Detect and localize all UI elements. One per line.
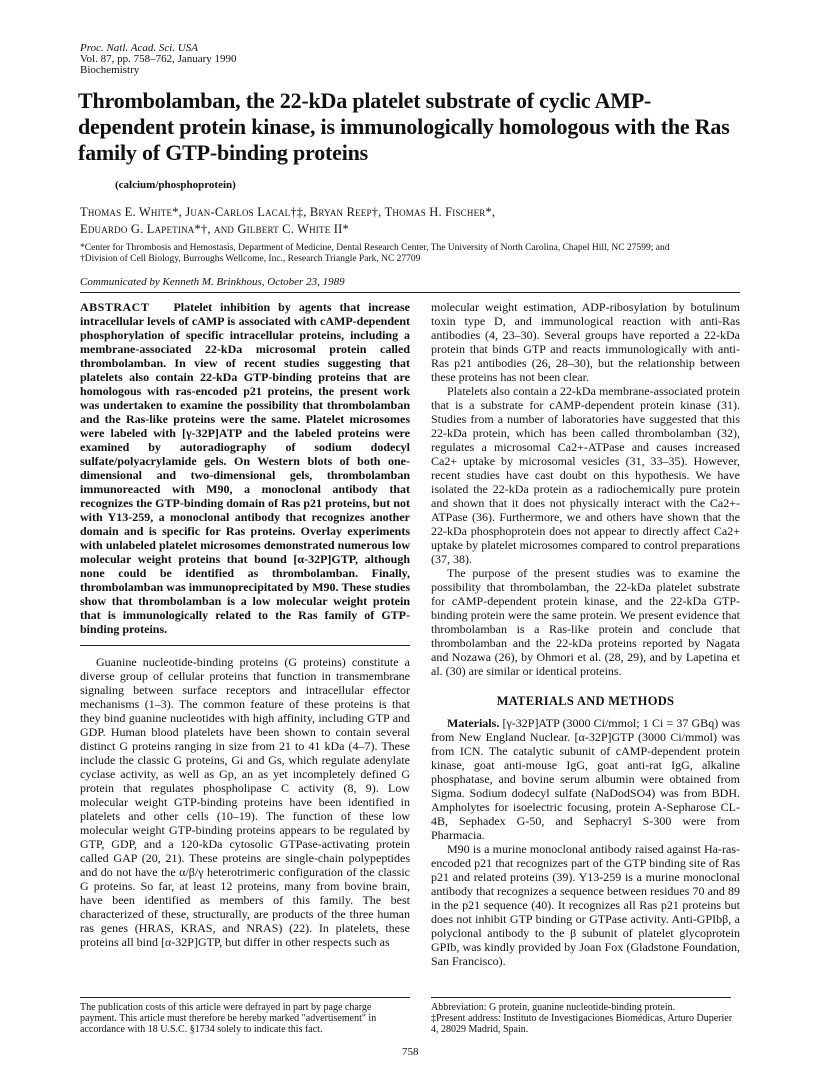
methods-heading: MATERIALS AND METHODS	[496, 694, 675, 708]
header-divider	[80, 292, 740, 293]
author-list	[80, 204, 760, 238]
materials-label: Materials.	[447, 716, 500, 730]
journal-section: Biochemistry	[80, 64, 140, 76]
abstract-label: ABSTRACT	[80, 300, 150, 314]
intro-paragraph: Guanine nucleotide-binding proteins (G proteins) constitute a diverse group of cellular proteins that function in transmembrane signaling between surface receptors and intracellular effector mechanisms (1–3). The common feature of these proteins is that they bind guanine nucleotides with high affinity, including GTP and GDP. Human blood platelets have been shown to contain several distinct G proteins ranging in size from 21 to 41 kDa (4–7). These include the classic G proteins, Gi and Gs, which regulate adenylate cyclase activity, as well as Gp, an as yet incompletely defined G protein that regulates phospholipase C activity (8, 9). Low molecular weight GTP-binding proteins have been identified in platelets and other cells (10–19). The function of these low molecular weight GTP-binding proteins appears to be regulated by GTP, GDP, and a 120-kDa cytosolic GTPase-activating protein called GAP (20, 21). These proteins are single-chain polypeptides and do not have the α/β/γ heterotrimeric configuration of the classic G proteins. So far, at least 12 proteins, many from bovine brain, have been identified as members of this family. The best characterized of these, structurally, are products of the three human ras genes (HRAS, KRAS, and NRAS) (22). In platelets, these proteins all bind [α-32P]GTP, but differ in other respects such as	[80, 655, 410, 949]
body-paragraph-3: The purpose of the present studies was to examine the possibility that thrombolamban, the 22-kDa platelet substrate for cAMP-dependent protein kinase, and the 22-kDa GTP-binding protein were the same protein. We present evidence that thrombolamban is a Ras-like protein and conclude that thrombolamban and the 22-kDa proteins reported by Nagata and Nozawa (26), by Ohmori et al. (28, 29), and by Lapetina et al. (30) are similar or identical proteins.	[431, 566, 740, 678]
abstract	[80, 300, 410, 636]
antibody-paragraph: M90 is a murine monoclonal antibody raised against Ha-ras-encoded p21 that recognizes part of the GTP binding site of Ras p21 and related proteins (39). Y13-259 is a murine monoclonal antibody that recognizes a sequence between residues 70 and 89 in the p21 sequence (40). It recognizes all Ras p21 proteins but does not inhibit GTP binding or GTPase activity. Anti-GPIbβ, a polyclonal antibody to the β subunit of platelet glycoprotein GPIb, was kindly provided by Joan Fox (Gladstone Foundation, San Francisco).	[431, 842, 740, 968]
journal-name: Proc. Natl. Acad. Sci. USA	[80, 42, 198, 54]
keywords: (calcium/phosphoprotein)	[115, 179, 236, 191]
affiliation-2: †Division of Cell Biology, Burroughs Wellcome, Inc., Research Triangle Park, NC 27709	[80, 254, 421, 264]
left-column	[80, 300, 410, 949]
abstract-text: Platelet inhibition by agents that increase intracellular levels of cAMP is associated with cAMP-dependent phosphorylation of specific intracellular proteins, including a membrane-associated 22-kDa microsomal protein called thrombolamban. In view of recent studies suggesting that platelets also contain 22-kDa GTP-binding proteins that are homologous with ras-encoded p21 proteins, the present work was undertaken to examine the possibility that thrombolamban and the Ras-like proteins were the same. Platelet microsomes were labeled with [γ-32P]ATP and the labeled proteins were examined by autoradiography of sodium dodecyl sulfate/polyacrylamide gels. On Western blots of both one-dimensional and two-dimensional gels, thrombolamban immunoreacted with M90, a monoclonal antibody that recognizes the GTP-binding domain of Ras p21 proteins, but not with Y13-259, a monoclonal antibody that recognizes another domain and is specific for Ras proteins. Overlay experiments with unlabeled platelet microsomes demonstrated numerous low molecular weight proteins that bound [α-32P]GTP, although none could be identified as thrombolamban. Finally, thrombolamban was immunoprecipitated by M90. These studies show that thrombolamban is a low molecular weight protein that is immunologically related to the Ras family of GTP-binding proteins.	[80, 300, 410, 636]
cost-footnote	[80, 997, 410, 1035]
volume-info: Vol. 87, pp. 758–762, January 1990	[80, 53, 237, 65]
footnote-divider-right	[431, 997, 731, 998]
present-address-note: ‡Present address: Instituto de Investigaciones Biomédicas, Arturo Duperier 4, 28029 Madrid, Spain.	[431, 1013, 733, 1035]
affiliation-1: *Center for Thrombosis and Hemostasis, Department of Medicine, Dental Research Center, The University of North Carolina, Chapel Hill, NC 27599; and	[80, 243, 670, 253]
abbreviation-footnotes	[431, 997, 740, 1035]
materials-paragraph	[431, 716, 740, 842]
journal-header	[80, 43, 237, 76]
publication-cost-note: The publication costs of this article were defrayed in part by page charge payment. This article must therefore be hereby marked "advertisement" in accordance with 18 U.S.C. §1734 solely to indicate this fact.	[80, 1002, 377, 1035]
communicated-by: Communicated by Kenneth M. Brinkhous, October 23, 1989	[80, 276, 345, 288]
article-title: Thrombolamban, the 22-kDa platelet substrate of cyclic AMP-dependent protein kinase, is immunologically homologous with the Ras family of GTP-binding proteins	[78, 88, 730, 165]
abbreviation-note: Abbreviation: G protein, guanine nucleotide-binding protein.	[431, 1002, 676, 1013]
body-paragraph-1: molecular weight estimation, ADP-ribosylation by botulinum toxin type D, and immunological reaction with anti-Ras antibodies (4, 23–30). Several groups have reported a 22-kDa protein that binds GTP and reacts immunologically with anti-Ras p21 antibodies (26, 28–30), but the relationship between these proteins has not been clear.	[431, 300, 740, 384]
footnote-divider-left	[80, 997, 410, 998]
affiliations	[80, 243, 740, 265]
authors-line-2: Eduardo G. Lapetina*†, and Gilbert C. White II*	[80, 222, 349, 236]
right-column	[431, 300, 740, 968]
authors-line-1: Thomas E. White*, Juan-Carlos Lacal†‡, Bryan Reep†, Thomas H. Fischer*,	[80, 205, 496, 219]
body-paragraph-2: Platelets also contain a 22-kDa membrane-associated protein that is a substrate for cAMP-dependent protein kinase (31). Studies from a number of laboratories have suggested that this 22-kDa protein, which has been called thrombolamban (32), regulates a microsomal Ca2+-ATPase and causes increased Ca2+ uptake by microsomal vesicles (31, 33–35). However, recent studies have cast doubt on this hypothesis. We have isolated the 22-kDa protein as a radiochemically pure protein and shown that it does not physically interact with the Ca2+-ATPase (36). Furthermore, we and others have shown that the 22-kDa phosphoprotein does not appear to directly affect Ca2+ uptake by platelet microsomes compared to control preparations (37, 38).	[431, 384, 740, 566]
materials-text: [γ-32P]ATP (3000 Ci/mmol; 1 Ci = 37 GBq) was from New England Nuclear. [α-32P]GTP (3000 Ci/mmol) was from ICN. The catalytic subunit of cAMP-dependent protein kinase, goat anti-mouse IgG, goat anti-rat IgG, alkaline phosphatase, and bovine serum albumin were obtained from Sigma. Sodium dodecyl sulfate (NaDodSO4) was from BDH. Ampholytes for isoelectric focusing, protein A-Sepharose CL-4B, Sephadex G-50, and Sephacryl S-300 were from Pharmacia.	[431, 716, 741, 842]
page-number: 758	[402, 1046, 419, 1058]
abstract-divider	[80, 645, 410, 646]
